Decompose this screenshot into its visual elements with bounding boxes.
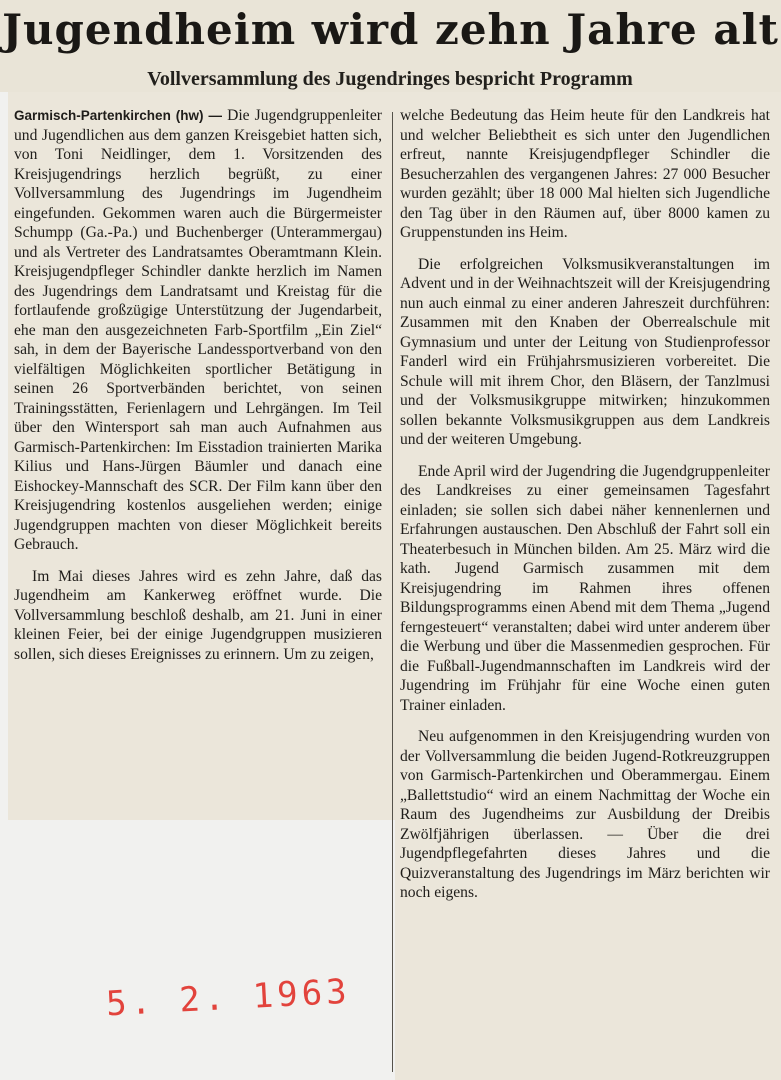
handwritten-date: 5. 2. 1963 (105, 971, 352, 1025)
dateline: Garmisch-Partenkirchen (hw) — (14, 108, 222, 123)
left-column (14, 106, 382, 676)
paragraph: Ende April wird der Jugendring die Jugendgruppenleiter des Landkreises zu einer gemeinsamen Tagesfahrt einladen; sie sollen sich dabei näher kennenlernen und Erfahrungen austauschen. Den Abschluß der Fahrt soll ein Theaterbesuch in München bilden. Am 25. März wird die kath. Jugend Garmisch zusammen mit dem Kreisjugendring im Rahmen ihres offenen Bildungsprogramms einen Abend mit dem Thema „Jugend ferngesteuert“ veranstalten; dabei wird unter anderem über die Werbung und über die Massenmedien gesprochen. Für die Fußball-Jugendmannschaften im Landkreis wird der Jugendring im Frühjahr für eine Woche einen guten Trainer einladen. (400, 462, 770, 714)
column-divider (392, 112, 393, 1072)
paragraph-text: Die Jugendgruppenleiter und Jugendlichen aus dem ganzen Kreisgebiet hatten sich, von Toni Neidlinger, dem 1. Vorsitzenden des Kreisjugendrings herzlich begrüßt, zu einer Vollversammlung des Jugendrings im Jugendheim eingefunden. Gekommen waren auch die Bürgermeister Schumpp (Ga.-Pa.) und Buchenberger (Unterammergau) und als Vertreter des Landratsamtes Oberamtmann Klein. Kreisjugendpfleger Schindler dankte herzlich im Namen des Jugendrings dem Landratsamt und Kreistag für die fortlaufende großzügige Unterstützung der Jugendarbeit, ehe man den ausgezeichneten Farb-Sportfilm „Ein Ziel“ sah, in dem der Bayerische Landessportverband von den vielfältigen Möglichkeiten sportlicher Betätigung in seinen 26 Sportverbänden berichtet, von seinen Trainingsstätten, Ferienlagern und Lehrgängen. Im Teil über den Wintersport sah man auch Aufnahmen aus Garmisch-Partenkirchen: Im Eisstadion trainierten Marika Kilius und Hans-Jürgen Bäumler und danach eine Eishockey-Mannschaft des SCR. Der Film kann über den Kreisjugendring kostenlos ausgeliehen werden; einige Jugendgruppen machten von dieser Möglichkeit bereits Gebrauch. (14, 107, 382, 553)
paragraph: welche Bedeutung das Heim heute für den Landkreis hat und welcher Beliebtheit es sich unter den Jugendlichen erfreut, nannte Kreisjugendpfleger Schindler die Besucherzahlen des vergangenen Jahres: 27 000 Besucher wurden gezählt; über 18 000 Mal hielten sich Jugendliche den Tag über in den Räumen auf, über 8000 kamen zu Gruppenstunden ins Heim. (400, 107, 770, 241)
paragraph: Die erfolgreichen Volksmusikveranstaltungen im Advent und in der Weihnachtszeit will der Kreisjugendring nun auch einmal zu einer anderen Jahreszeit durchführen: Zusammen mit den Knaben der Oberrealschule mit Gymnasium und unter der Leitung von Studienprofessor Fanderl wird ein Frühjahrsmusizieren vorbereitet. Die Schule will mit ihrem Chor, den Bläsern, der Tanzlmusi und der Volksmusikgruppe mitwirken; hinzukommen sollen bekannte Volksmusikgruppen aus dem Landkreis und der weiteren Umgebung. (400, 255, 770, 448)
paragraph: Neu aufgenommen in den Kreisjugendring wurden von der Vollversammlung die beiden Jugend-Rotkreuzgruppen von Garmisch-Partenkirchen und Oberammergau. Einem „Ballettstudio“ wird an einem Nachmittag der Woche ein Raum des Jugendheims zur Ausbildung der Dreibis Zwölfjährigen überlassen. — Über die drei Jugendpflegefahrten dieses Jahres und die Quizveranstaltung des Jugendrings im März berichten wir noch eigens. (400, 728, 770, 901)
headline: Jugendheim wird zehn Jahre alt (2, 5, 779, 54)
paragraph (14, 106, 382, 555)
right-column (400, 106, 770, 915)
subheadline: Vollversammlung des Jugendringes bespricht Programm (147, 68, 633, 90)
paragraph: Im Mai dieses Jahres wird es zehn Jahre, daß das Jugendheim am Kankerweg eröffnet wurde. Die Vollversammlung beschloß deshalb, am 21. Juni in einer kleinen Feier, bei der einige Jugendgruppen musizieren sollen, sich dieses Ereignisses zu erinnern. Um zu zeigen, (14, 567, 382, 663)
